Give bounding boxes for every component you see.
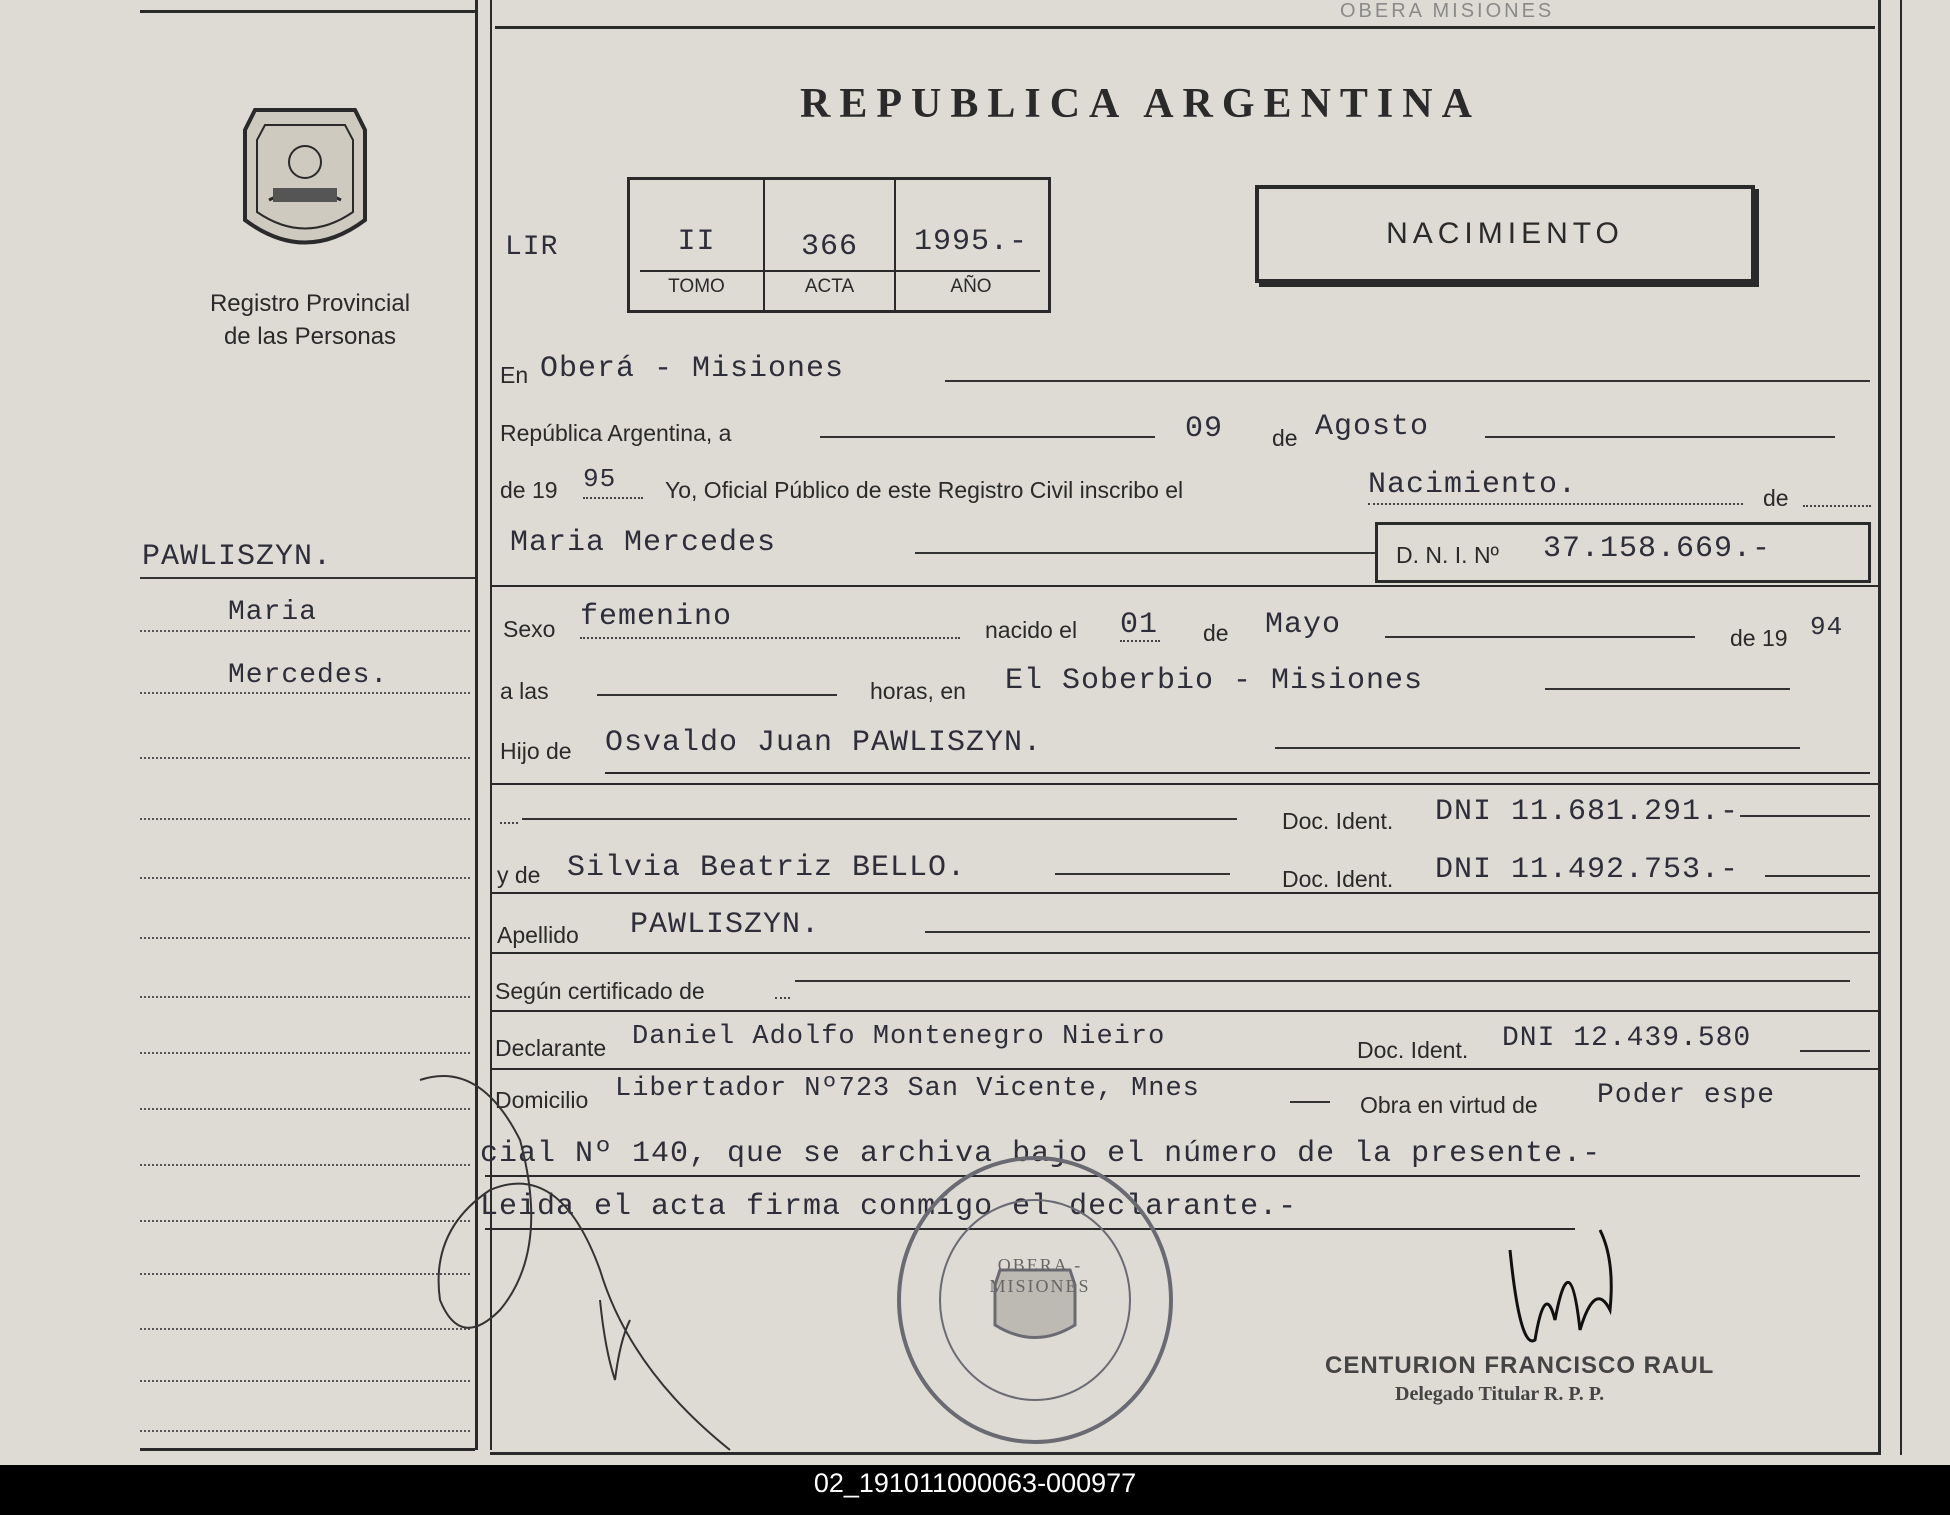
registration-month: Agosto (1315, 410, 1430, 444)
fill-line (820, 436, 1155, 438)
stub-line (140, 630, 470, 632)
mother-name: Silvia Beatriz BELLO. (567, 851, 967, 885)
fill-line (1290, 1101, 1330, 1103)
document-id: 02_191011000063-000977 (813, 1468, 1137, 1498)
fill-line (915, 552, 1375, 554)
section-rule (490, 892, 1880, 894)
right-frame (1878, 0, 1881, 1455)
tomo-label: TOMO (668, 276, 725, 297)
section-rule (490, 952, 1880, 954)
declarant-signature-icon (400, 1050, 760, 1460)
fill-line (597, 694, 837, 696)
fill-line (1545, 688, 1790, 690)
de19-label: de 19 (500, 477, 558, 503)
ano-label: AÑO (950, 276, 992, 297)
fill-line (795, 980, 1850, 982)
declarant-doc-label: Doc. Ident. (1357, 1037, 1469, 1063)
record-prefix: LIR (505, 232, 559, 263)
tomo-value: II (677, 225, 716, 259)
right-edge (1900, 0, 1902, 1455)
father-underline (605, 772, 1870, 774)
registration-year: 95 (583, 464, 617, 494)
fill-line (925, 931, 1870, 933)
inscribed-event: Nacimiento. (1368, 468, 1578, 502)
fill-line (1120, 640, 1160, 642)
father-doc-value: DNI 11.681.291.- (1435, 795, 1740, 829)
stub-line (140, 818, 470, 820)
provincial-seal-icon (235, 100, 375, 260)
mother-doc-value: DNI 11.492.753.- (1435, 853, 1740, 887)
de-label: de (1272, 425, 1298, 451)
birth-month: Mayo (1265, 608, 1342, 642)
birth-day: 01 (1120, 608, 1159, 642)
act-type-box (1255, 185, 1755, 283)
dni-value: 37.158.669.- (1543, 532, 1772, 566)
fill-line (1368, 503, 1743, 505)
birth-place: El Soberbio - Misiones (1005, 664, 1424, 698)
stub-line (140, 692, 470, 694)
declarant-name: Daniel Adolfo Montenegro Nieiro (632, 1022, 1166, 1052)
republica-label: República Argentina, a (500, 420, 732, 446)
fill-line (775, 997, 790, 999)
acta-value: 366 (800, 230, 858, 264)
birth-year: 94 (1810, 612, 1844, 642)
domicilio-value: Libertador Nº723 San Vicente, Mnes (615, 1074, 1200, 1104)
de-end-label: de (1763, 485, 1789, 511)
en-label: En (500, 362, 529, 388)
fill-line (1275, 747, 1800, 749)
official-name: CENTURION FRANCISCO RAUL (1325, 1352, 1715, 1379)
domicilio-label: Domicilio (495, 1087, 589, 1113)
fill-line (1385, 636, 1695, 638)
registry-name-line1: Registro Provincial (209, 290, 411, 317)
fill-line (1740, 815, 1870, 817)
declarant-doc-value: DNI 12.439.580 (1502, 1023, 1752, 1054)
act-type-label: NACIMIENTO (1386, 217, 1624, 250)
fill-line (500, 822, 518, 824)
fill-line (583, 497, 643, 499)
de-label-2: de (1203, 620, 1229, 646)
page-title: REPUBLICA ARGENTINA (800, 81, 1481, 127)
acta-label: ACTA (804, 276, 855, 297)
father-name: Osvaldo Juan PAWLISZYN. (605, 726, 1043, 760)
fill-line (1485, 436, 1835, 438)
alas-label: a las (500, 678, 549, 704)
section-rule (490, 783, 1880, 785)
registry-name-line2: de las Personas (223, 323, 397, 350)
stub-top-rule (140, 10, 475, 13)
apellido-label: Apellido (497, 922, 579, 948)
dni-label: D. N. I. Nº (1396, 542, 1499, 568)
declarante-label: Declarante (495, 1035, 607, 1061)
dni-box (1375, 522, 1871, 583)
stub-given1: Maria (228, 597, 318, 628)
mother-doc-label: Doc. Ident. (1282, 866, 1394, 892)
father-doc-label: Doc. Ident. (1282, 808, 1394, 834)
note-line-2: Leida el acta firma conmigo el declarante.- (480, 1190, 1298, 1224)
surname-value: PAWLISZYN. (630, 908, 821, 942)
top-stamp-fragment: OBERA MISIONES (1340, 0, 1555, 22)
hijo-label: Hijo de (500, 738, 572, 764)
ano-value: 1995.- (913, 225, 1029, 259)
horas-label: horas, en (870, 678, 966, 704)
header-rule (495, 26, 1875, 29)
yde-label: y de (497, 862, 541, 888)
obra-label: Obra en virtud de (1360, 1092, 1538, 1118)
fill-line (1803, 505, 1871, 507)
stub-surname: PAWLISZYN. (142, 540, 333, 574)
fill-line (522, 818, 1237, 820)
official-stamp-icon (890, 1150, 1180, 1450)
sex-value: femenino (580, 600, 733, 634)
official-title: Delegado Titular R. P. P. (1395, 1383, 1605, 1405)
child-name: Maria Mercedes (510, 526, 777, 560)
sexo-label: Sexo (503, 616, 556, 642)
record-box (627, 177, 1051, 313)
section-rule (490, 585, 1880, 587)
place-of-registration: Oberá - Misiones (540, 352, 845, 386)
nacido-label: nacido el (985, 617, 1078, 643)
fill-line (1800, 1050, 1870, 1052)
registration-day: 09 (1185, 412, 1224, 446)
fill-line (1765, 875, 1870, 877)
stub-given2: Mercedes. (228, 660, 389, 691)
stub-line (140, 937, 470, 939)
stub-line (140, 757, 470, 759)
stub-line (140, 996, 470, 998)
official-signature-icon (1500, 1220, 1630, 1360)
note-line-1: cial Nº 140, que se archiva bajo el número de la presente.- (480, 1137, 1602, 1171)
stub-surname-rule (140, 577, 475, 579)
fill-line (1055, 873, 1230, 875)
fill-line (945, 380, 1870, 382)
stamp-center-text: OBERA - MISIONES (989, 1255, 1091, 1296)
fill-line (580, 637, 960, 639)
section-rule (490, 1010, 1880, 1012)
stub-line (140, 877, 470, 879)
de19-label-2: de 19 (1730, 625, 1788, 651)
obra-value: Poder espe (1597, 1080, 1776, 1111)
official-statement: Yo, Oficial Público de este Registro Civil inscribo el (665, 477, 1184, 503)
certificado-label: Según certificado de (495, 978, 705, 1004)
